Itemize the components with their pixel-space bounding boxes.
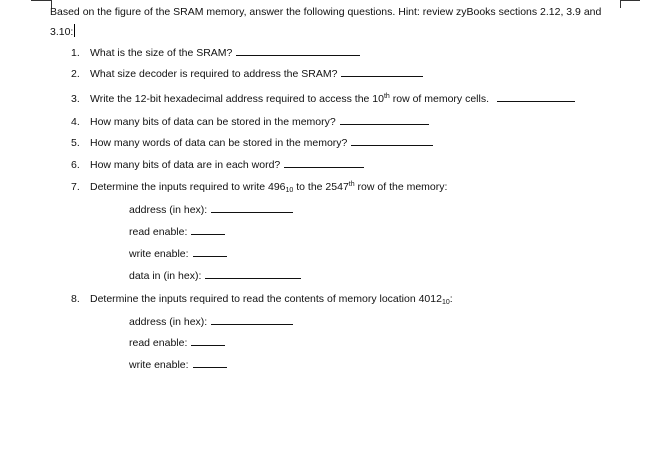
question-text-b: row of memory cells.: [389, 93, 489, 105]
question-text: How many bits of data are in each word?: [90, 159, 281, 171]
q7-write-enable-field: [129, 247, 227, 261]
superscript-th: th: [383, 93, 390, 100]
question-text-a: Determine the inputs required to write 496: [90, 181, 286, 193]
q7-address-label: address (in hex):: [129, 204, 208, 216]
question-text: What is the size of the SRAM?: [90, 47, 233, 59]
question-number: 6.: [71, 159, 80, 171]
corner-mark-right: [620, 0, 640, 1]
intro-line-2: [50, 24, 75, 39]
intro-text-2: 3.10:: [50, 26, 74, 38]
q8-address-field: [129, 315, 293, 329]
question-text-a: Write the 12-bit hexadecimal address required to access the 10: [90, 93, 384, 105]
q8-address-blank[interactable]: [211, 315, 293, 325]
answer-blank-6[interactable]: [284, 158, 364, 168]
question-text: What size decoder is required to address the SRAM?: [90, 68, 338, 80]
q7-address-blank[interactable]: [211, 203, 293, 213]
question-text-b: to the 2547: [293, 181, 349, 193]
corner-mark-left: [31, 0, 51, 1]
q7-data-in-blank[interactable]: [205, 269, 301, 279]
question-8: [71, 292, 453, 306]
subscript-10: 10: [285, 187, 294, 194]
answer-blank-3[interactable]: [497, 92, 575, 102]
superscript-th: th: [348, 181, 355, 188]
question-number: 1.: [71, 47, 80, 59]
question-2: [71, 67, 423, 81]
answer-blank-2[interactable]: [341, 67, 423, 77]
q8-read-enable-label: read enable:: [129, 337, 188, 349]
question-text: How many bits of data can be stored in the memory?: [90, 116, 336, 128]
answer-blank-4[interactable]: [340, 115, 429, 125]
question-number: 3.: [71, 93, 80, 105]
question-6: [71, 158, 364, 172]
intro-text-1: Based on the figure of the SRAM memory, answer the following questions. Hint: review zyBooks sections 2.12, 3.9 and: [50, 6, 602, 18]
q7-data-in-label: data in (in hex):: [129, 270, 202, 282]
question-text-b: :: [449, 293, 453, 305]
q7-address-field: [129, 203, 293, 217]
question-text-c: row of the memory:: [354, 181, 448, 193]
question-text: How many words of data can be stored in the memory?: [90, 137, 348, 149]
question-number: 2.: [71, 68, 80, 80]
q7-data-in-field: [129, 269, 301, 283]
q8-address-label: address (in hex):: [129, 316, 208, 328]
question-1: [71, 46, 360, 60]
q8-write-enable-label: write enable:: [129, 359, 189, 371]
question-number: 4.: [71, 116, 80, 128]
question-number: 7.: [71, 181, 80, 193]
question-5: [71, 136, 433, 150]
question-3: [71, 92, 575, 106]
question-7: [71, 180, 447, 194]
q8-write-enable-field: [129, 358, 227, 372]
q7-read-enable-field: [129, 225, 225, 239]
question-text-a: Determine the inputs required to read the contents of memory location 4012: [90, 293, 442, 305]
q8-write-enable-blank[interactable]: [193, 358, 227, 368]
intro-line-1: [50, 5, 601, 19]
subscript-10: 10: [441, 299, 450, 306]
q7-read-enable-blank[interactable]: [191, 225, 225, 235]
q8-read-enable-field: [129, 336, 225, 350]
text-cursor[interactable]: [74, 24, 75, 37]
question-number: 8.: [71, 293, 80, 305]
answer-blank-5[interactable]: [351, 136, 433, 146]
q7-write-enable-blank[interactable]: [193, 247, 227, 257]
q7-write-enable-label: write enable:: [129, 248, 189, 260]
q7-read-enable-label: read enable:: [129, 226, 188, 238]
corner-mark-right-tick: [620, 0, 621, 8]
q8-read-enable-blank[interactable]: [191, 336, 225, 346]
question-4: [71, 115, 429, 129]
answer-blank-1[interactable]: [236, 46, 360, 56]
question-number: 5.: [71, 137, 80, 149]
